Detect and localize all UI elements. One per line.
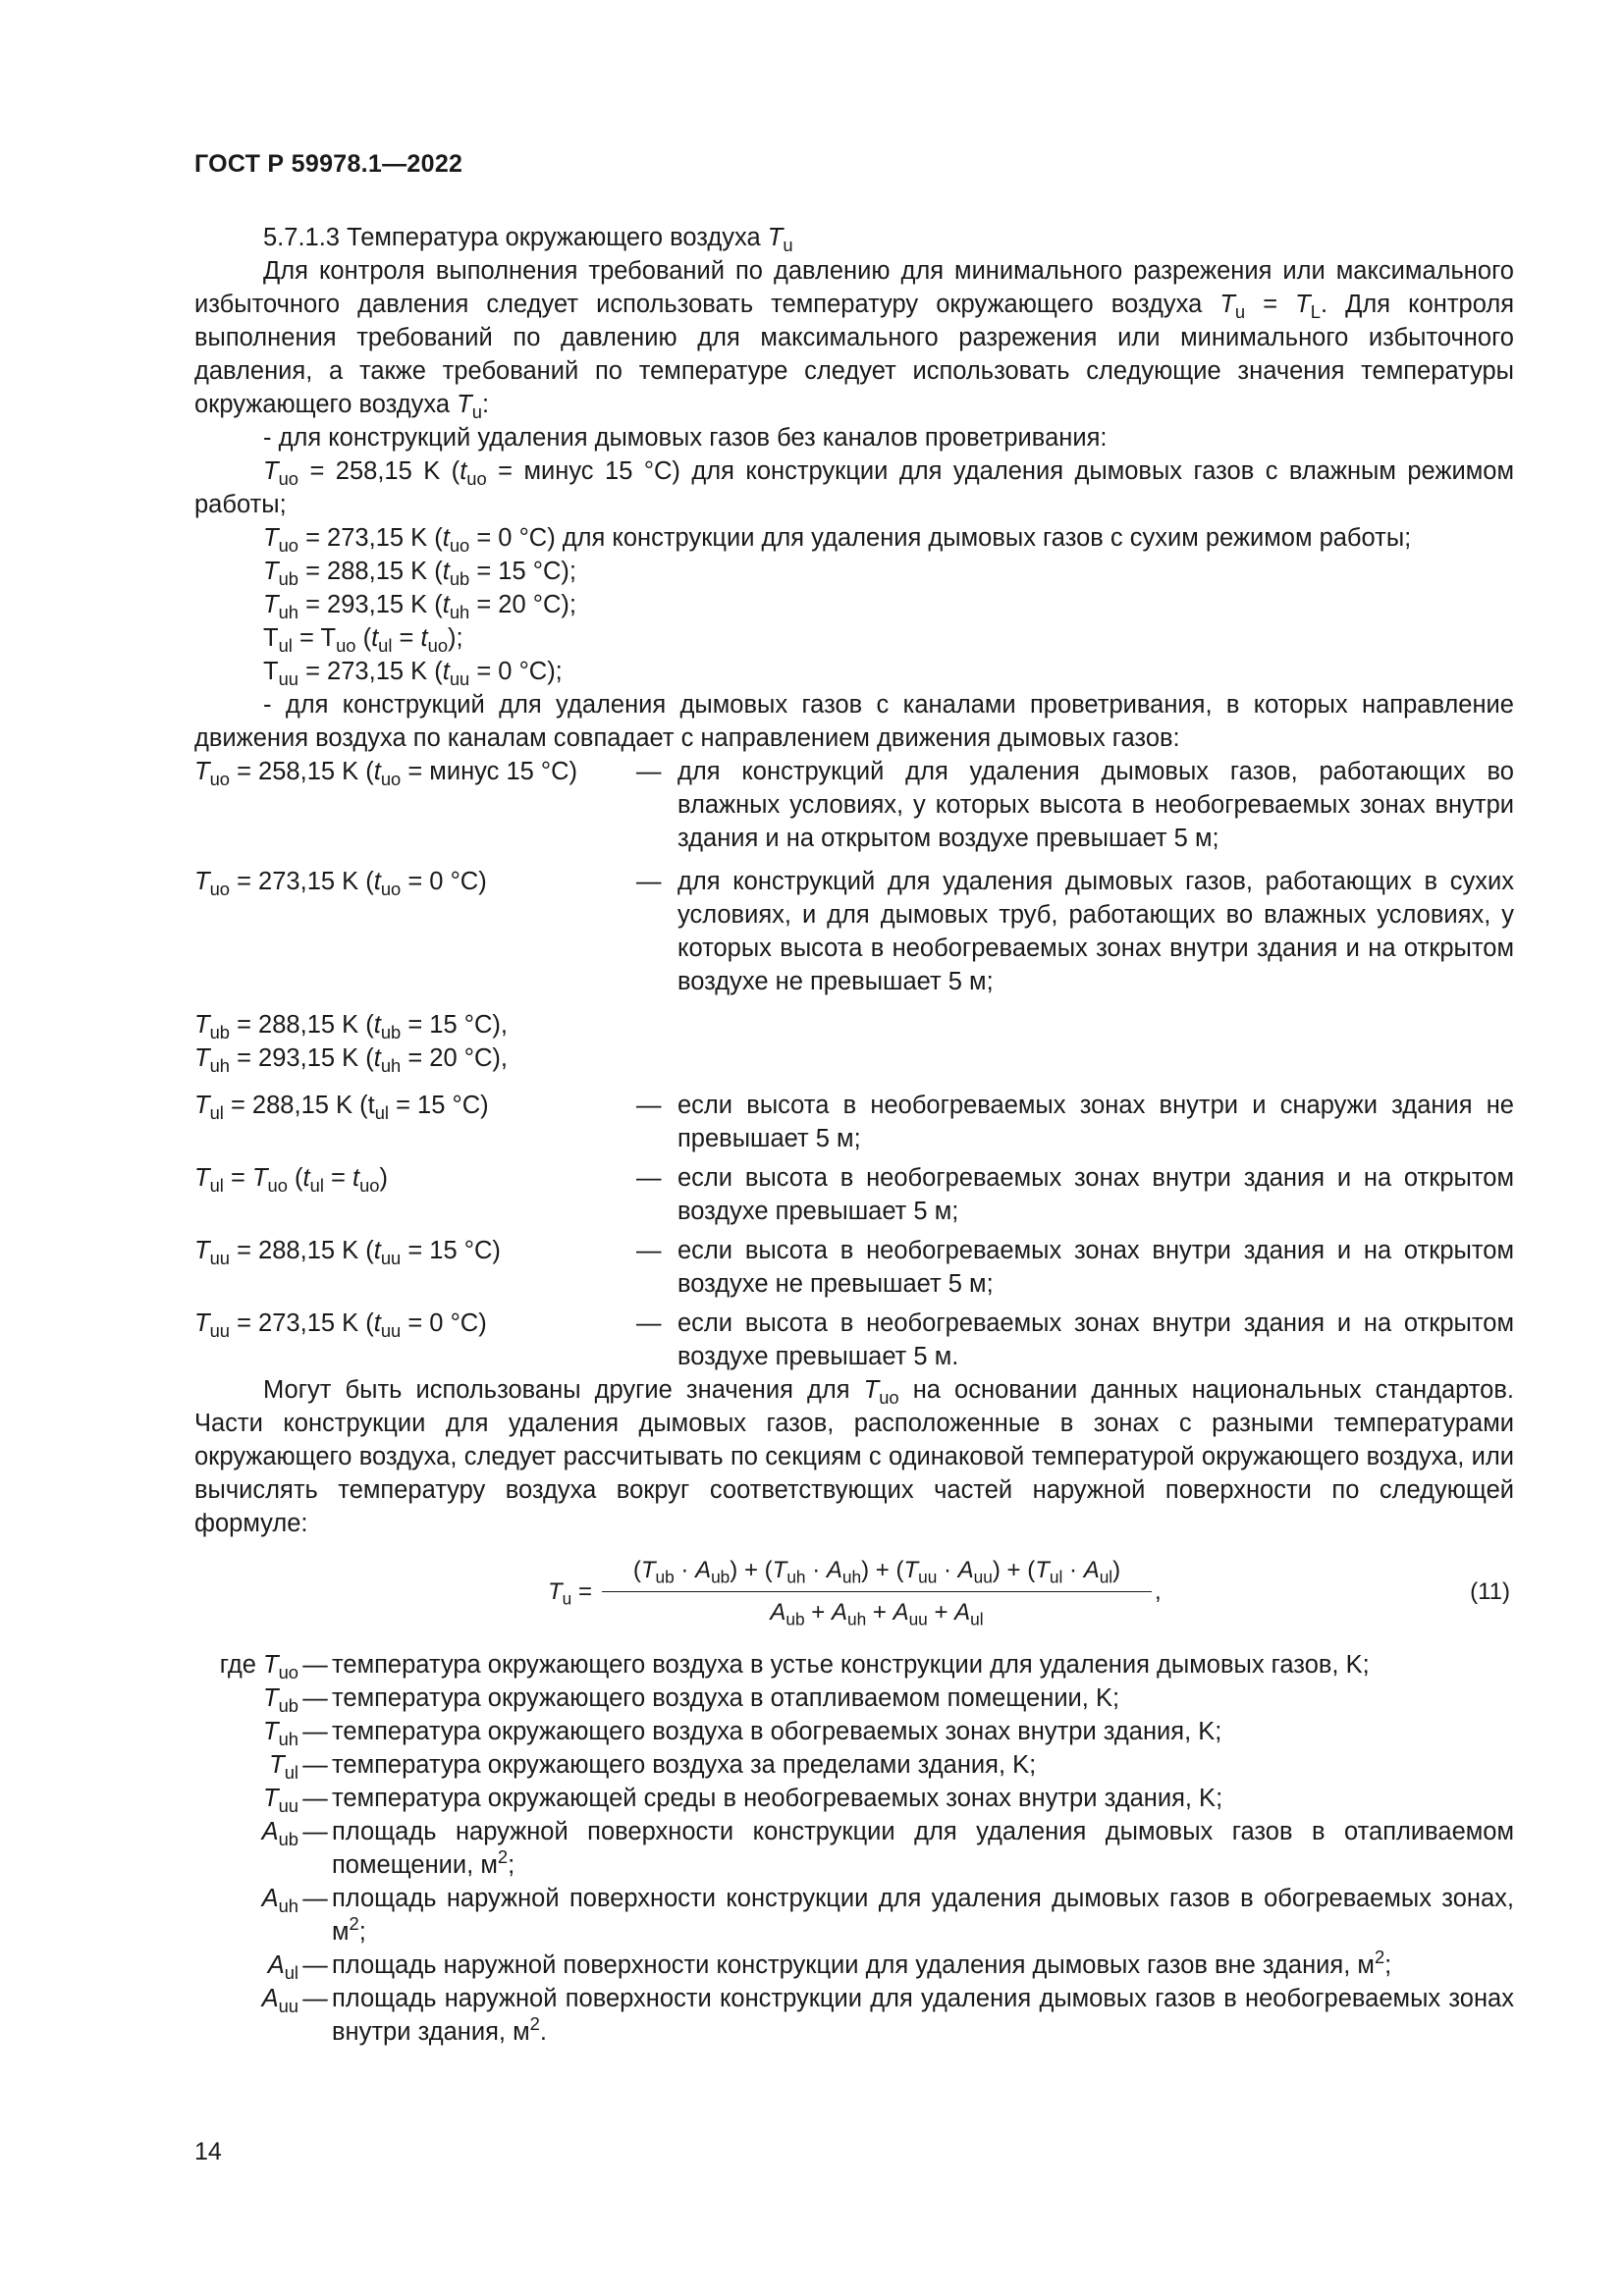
formula-number: (11) bbox=[1470, 1578, 1510, 1605]
where-item: $T_{uh}$ — температура окружающего воздуха в обогреваемых зонах внутри здания, K; bbox=[263, 1718, 1222, 1749]
where-item: $A_{ub}$ — площадь наружной поверхности конструкции для удаления дымовых газов в отапливаемом помещении, $м^2$; bbox=[261, 1818, 1514, 1879]
list1-item: $T_{uo} = 273,15$ K ($t_{uo} = 0$ °C) для конструкции для удаления дымовых газов с сухим режимом работы; bbox=[263, 524, 1412, 556]
page-number: 14 bbox=[194, 2138, 222, 2165]
where-item: $T_{ul}$ — температура окружающего воздуха за пределами здания, K; bbox=[269, 1751, 1037, 1783]
document-header: ГОСТ Р 59978.1—2022 bbox=[194, 150, 463, 178]
section-heading: 5.7.1.3 Температура окружающего воздуха $T_u$ bbox=[263, 224, 793, 255]
where-item: $T_{ub}$ — температура окружающего воздуха в отапливаемом помещении, K; bbox=[263, 1684, 1120, 1716]
formula-denominator: $A_{ub} + A_{uh} + A_{uu} + A_{ul}$ bbox=[770, 1599, 984, 1629]
list2-row: $T_{ul} = 288,15$ K ($t_{ul} = 15$ °C) — если высота в необогреваемых зонах внутри и снаружи здания не превышает 5 м; bbox=[194, 1092, 1514, 1152]
list1-item: $T_{uu} = 273,15$ K ($t_{uu} = 0$ °C); bbox=[263, 658, 563, 689]
list2-row: $T_{uu} = 273,15$ K ($t_{uu} = 0$ °C) — если высота в необогреваемых зонах внутри здания и на открытом воздухе превышает 5 м. bbox=[194, 1309, 1514, 1370]
where-item: $A_{ul}$ — площадь наружной поверхности конструкции для удаления дымовых газов вне здания, $м^2$; bbox=[267, 1946, 1392, 1983]
where-item: $T_{uu}$ — температура окружающей среды в необогреваемых зонах внутри здания, K; bbox=[263, 1785, 1223, 1816]
formula-lhs: $T_u$ = bbox=[548, 1578, 592, 1609]
list1-item: $T_{ub} = 288,15$ K ($t_{ub} = 15$ °C); bbox=[263, 558, 576, 589]
paragraph-other-values: Могут быть использованы другие значения для $T_{uo}$ на основании данных национальных стандартов. Части конструкции для удаления дымовых газов, расположенные в зонах с разными температурами окружающего воздуха, следует рассчитывать по секциям с одинаковой температурой окружающего воздуха, или вычислять температуру воздуха вокруг соответствующих частей наружной поверхности по следующей формуле: bbox=[194, 1376, 1514, 1537]
list2-header: - для конструкций для удаления дымовых газов с каналами проветривания, в которых направление движения воздуха по каналам совпадает с направлением движения дымовых газов: bbox=[194, 691, 1514, 752]
list2-row: $T_{ul} = T_{uo}$ $(t_{ul} = t_{uo})$ — если высота в необогреваемых зонах внутри здания и на открытом воздухе превышает 5 м; bbox=[194, 1164, 1514, 1225]
list2-row: $T_{uo} = 258,15$ K ($t_{uo}$ = минус 15 °C) — для конструкций для удаления дымовых газов, работающих во влажных условиях, у которых высота в необогреваемых зонах внутри здания и на открытом воздухе превышает 5 м; bbox=[194, 758, 1514, 852]
formula-11: $T_u$ = $(T_{ub} \cdot A_{ub}) + (T_{uh} \cdot A_{uh}) + (T_{uu} \cdot A_{uu}) + (T_{ul} \cdot A_{ul})$ $A_{ub} + A_{uh} + A_{uu} + A_{ul}$ , (11) bbox=[194, 1548, 1514, 1638]
list2-row: $T_{uu} = 288,15$ K ($t_{uu} = 15$ °C) — если высота в необогреваемых зонах внутри здания и на открытом воздухе не превышает 5 м; bbox=[194, 1237, 1514, 1298]
list2-row: $T_{ub} = 288,15$ K ($t_{ub} = 15$ °C), bbox=[194, 1011, 508, 1042]
list1-item: $T_{uh} = 293,15$ K ($t_{uh} = 20$ °C); bbox=[263, 591, 576, 622]
where-item: где $T_{uo}$ — температура окружающего воздуха в устье конструкции для удаления дымовых газов, K; bbox=[219, 1651, 1370, 1682]
list2-row: $T_{uh} = 293,15$ K ($t_{uh} = 20$ °C), bbox=[194, 1044, 508, 1076]
formula-fraction bbox=[602, 1554, 1152, 1629]
where-item: $A_{uu}$ — площадь наружной поверхности конструкции для удаления дымовых газов в необогреваемых зонах внутри здания, $м^2$. bbox=[261, 1985, 1514, 2046]
where-item: $A_{uh}$ — площадь наружной поверхности конструкции для удаления дымовых газов в обогреваемых зонах, $м^2$; bbox=[261, 1885, 1514, 1946]
list1-item: $T_{uo} = 258,15$ K ($t_{uo}$ = минус 15 °C) для конструкции для удаления дымовых газов с влажным режимом работы; bbox=[194, 457, 1514, 518]
list1-item: $T_{ul} = T_{uo}$ $(t_{ul} = t_{uo})$; bbox=[263, 624, 463, 656]
formula-numerator: $(T_{ub} \cdot A_{ub}) + (T_{uh} \cdot A_{uh}) + (T_{uu} \cdot A_{uu}) + (T_{ul} \cdot A_{ul})$ bbox=[602, 1554, 1152, 1592]
document-body bbox=[194, 221, 1514, 2049]
list1-header: - для конструкций удаления дымовых газов без каналов проветривания: bbox=[263, 424, 1108, 452]
list2-row: $T_{uo} = 273,15$ K ($t_{uo} = 0$ °C) — для конструкций для удаления дымовых газов, работающих в сухих условиях, и для дымовых труб, работающих во влажных условиях, у которых высота в необогреваемых зонах внутри здания и на открытом воздухе не превышает 5 м; bbox=[194, 868, 1514, 995]
intro-paragraph: Для контроля выполнения требований по давлению для минимального разрежения или максимального избыточного давления следует использовать температуру окружающего воздуха $T_u = T_L$. Для контроля выполнения требований по давлению для максимального разрежения или минимального избыточного давления, а также требований по температуре следует использовать следующие значения температуры окружающего воздуха $T_u$: bbox=[194, 257, 1515, 422]
